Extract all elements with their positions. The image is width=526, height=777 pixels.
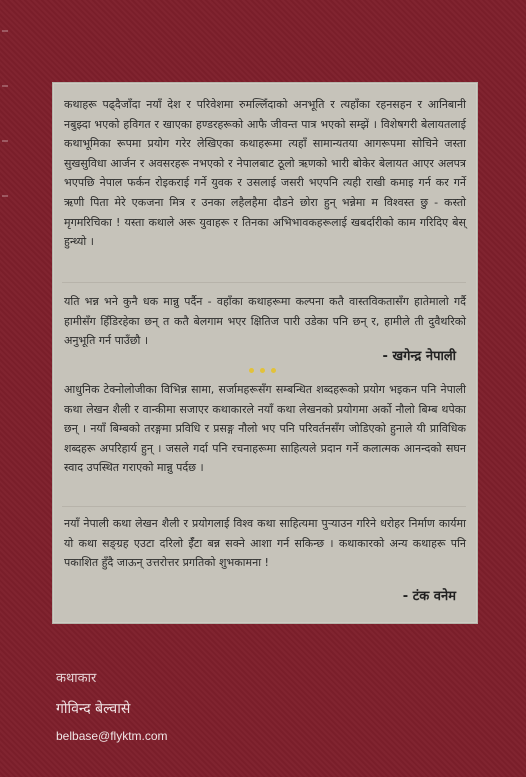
separator-dots [249, 368, 279, 376]
separator-dot [271, 368, 276, 373]
paragraph-rule [62, 282, 466, 283]
review-2-paragraph-2: नयाँ नेपाली कथा लेखन शैली र प्रयोगलाई विश्व कथा साहित्यमा पुऱ्याउन गरिने धरोहर निर्माण कार्यमा यो कथा सङ्ग्रह एउटा दरिलो ईँटा बन्न सक्ने आशा गर्न सकिन्छ । कथाकारको अन्य कथाहरू पनि पकाशित हुँदै जाऊन् उत्तरोत्तर प्रगतिको शुभकामना ! [64, 517, 466, 570]
author-name: गोविन्द बेल्वासे [56, 701, 131, 717]
review-1-signature: - खगेन्द्र नेपाली [382, 349, 456, 364]
review-2-signature: - टंक वनेम [402, 589, 456, 604]
separator-dot [260, 368, 265, 373]
review-2-paragraph-1: आधुनिक टेक्नोलोजीका विभिन्न सामा, सर्जामहरूसँग सम्बन्धित शब्दहरूको प्रयोग भइकन पनि नेपाली कथा लेखन शैली र वान्कीमा सजाएर कथाकारले नयाँ कथा लेखनको प्रयोगमा अर्को नौलो बिम्ब थपेका छन् । नयाँ बिम्बको तरङ्गमा प्रविधि र प्रसङ्ग नौलो भए पनि परिवर्तनसँग जोडिएको हुनाले यी प्राविधिक शब्दहरू अपरिहार्य हुन् । जसले गर्दा पनि रचनाहरूमा साहित्यले प्रदान गर्ने कलात्मक आनन्दको सघन स्वाद उपस्थित गराएको मान्नु पर्दछ । [64, 383, 466, 475]
edge-mark [2, 195, 8, 197]
spine-edge-marks [2, 20, 12, 240]
paragraph-rule [62, 506, 466, 507]
edge-mark [2, 140, 8, 142]
review-1-paragraph-2: यति भन्न भने कुनै धक मान्नु पर्दैन - वहाँका कथाहरूमा कल्पना कतै वास्तविकतासँग हातेमालो गर्दै हामीसँग हिँडिरहेका छन् त कतै बेलगाम भएर क्षितिज पारी उडेका पनि छन् र, हामीले ती दुवैथरिको अनुभूति गर्न पाउँछौ । [64, 295, 466, 348]
separator-dot [249, 368, 254, 373]
author-email: belbase@flyktm.com [56, 729, 168, 743]
review-1-paragraph-1: कथाहरू पढ्दैजाँदा नयाँ देश र परिवेशमा रुमल्लिँदाको अनभूति र त्यहाँका रहनसहन र आनिबानी नबुझ्दा भएको हविगत र खाएका हण्डरहरूको आफै जीवन्त पात्र भएको सम्झें । विशेषगरी बेलायतलाई कथाभूमिका रूपमा प्रयोग गरेर लेखिएका कथाहरूमा त्यहाँ सामान्यतया आगरूपमा सोचिने जस्ता सुखसुविधा आर्जन र अवसरहरू नभएको र नेपालबाट ठूलो ऋणको भारी बोकेर बेलायत आएर अलपत्र भएपछि नेपाल फर्कन रोइकराई गर्ने युवक र उसलाई जसरी भएपनि त्यही राखी कमाइ गर्न कर गर्ने ऋणी पिता मेरे एकजना मित्र र उनका लहैलहैमा दौडने छोरा हुन् भन्नेमा म विश्वस्त छु - कस्तो मृगमरिचिका ! यस्ता कथाले अरू युवाहरू र तिनका अभिभावकहरूलाई खबर्दारीको काम गरिदिए बेस् हुन्थ्यो । [64, 98, 466, 249]
edge-mark [2, 85, 8, 87]
author-label: कथाकार [56, 671, 97, 686]
edge-mark [2, 30, 8, 32]
